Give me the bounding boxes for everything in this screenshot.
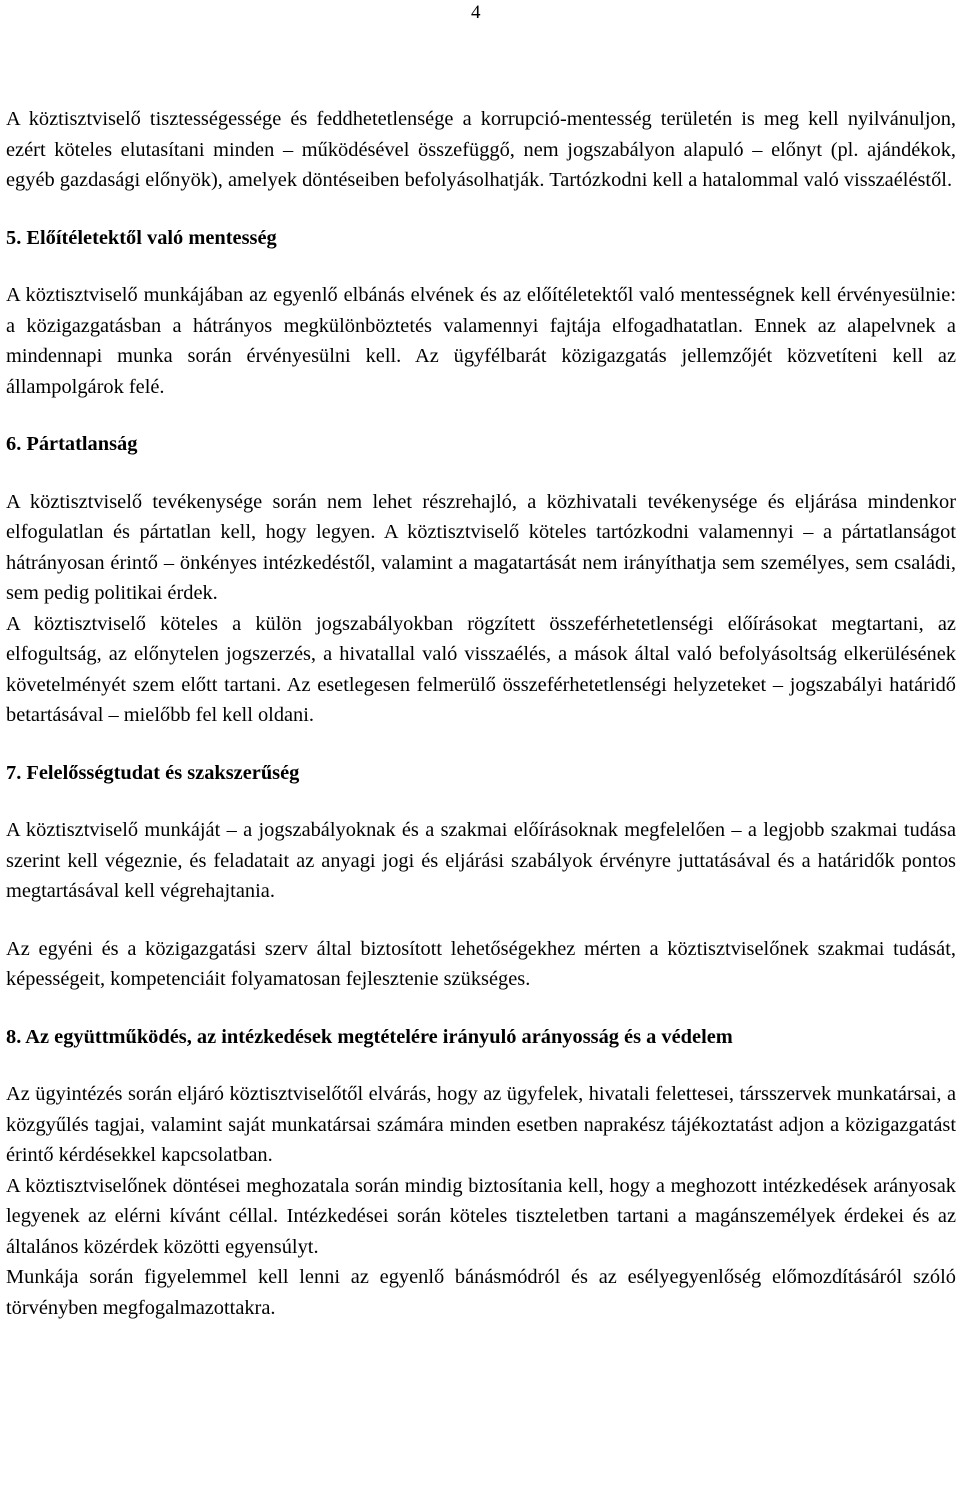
section-8-paragraph-3: Munkája során figyelemmel kell lenni az egyenlő bánásmódról és az esélyegyenlőség előmozdításáról szóló törvényben megfogalmazottakra. [6, 1266, 956, 1319]
section-7-paragraph-2: Az egyéni és a közigazgatási szerv által biztosított lehetőségekhez mérten a köztisztviselőnek szakmai tudását, képességeit, kompetenciáit folyamatosan fejlesztenie szükséges. [6, 937, 956, 990]
section-7-paragraph-1: A köztisztviselő munkáját – a jogszabályoknak és a szakmai előírásoknak megfelelően – a legjobb szakmai tudása szerint kell végeznie, és feladatait az anyagi jogi és eljárási szabályok érvényre juttatásával és a határidők pontos megtartásával kell végrehajtania. [6, 819, 956, 902]
section-6-paragraph-1: A köztisztviselő tevékenysége során nem lehet részrehajló, a közhivatali tevékenysége és eljárása mindenkor elfogulatlan és pártatlan kell, hogy legyen. A köztisztviselő köteles tartózkodni valamennyi – a pártatlanságot hátrányosan érintő – önkényes intézkedéstől, valamint a magatartását nem irányíthatja sem személyes, sem családi, sem pedig politikai érdek. [6, 490, 956, 604]
section-6-heading: 6. Pártatlanság [6, 433, 138, 455]
section-8-paragraph-1: Az ügyintézés során eljáró köztisztviselőtől elvárás, hogy az ügyfelek, hivatali felettesei, társszervek munkatársai, a közgyűlés tagjai, valamint saját munkatársai számára minden esetben naprakész tájékoztatást adjon a közigazgatást érintő kérdésekkel kapcsolatban. [6, 1083, 956, 1166]
section-5-heading: 5. Előítéletektől való mentesség [6, 226, 277, 249]
section-8-paragraph-2: A köztisztviselőnek döntései meghozatala során mindig biztosítania kell, hogy a meghozott intézkedések arányosak legyenek az elérni kívánt céllal. Intézkedései során köteles tiszteletben tartani a magánszemélyek érdekei és az általános közérdek közötti egyensúlyt. [6, 1174, 956, 1258]
section-8-heading: 8. Az együttműködés, az intézkedések megtételére irányuló arányosság és a védelem [6, 1025, 733, 1048]
page-number: 4 [471, 2, 481, 23]
section-7-heading: 7. Felelősségtudat és szakszerűség [6, 761, 300, 784]
section-5-paragraph-1: A köztisztviselő munkájában az egyenlő elbánás elvének és az előítéletektől való mentességnek kell érvényesülnie: a közigazgatásban a hátrányos megkülönböztetés valamennyi fajtája elfogadhatatlan. Ennek az alapelvnek a mindennapi munka során érvényesülni kell. Az ügyfélbarát közigazgatás jellemzőjét közvetíteni kell az állampolgárok felé. [6, 284, 956, 398]
section-6-paragraph-2: A köztisztviselő köteles a külön jogszabályokban rögzített összeférhetetlenségi előírásokat megtartani, az elfogultság, az előnytelen jogszerzés, a hivatallal való visszaélés, a mások által való befolyásoltság elkerülésének követelményét szem előtt tartani. Az esetlegesen felmerülő összeférhetetlenségi helyzeteket – jogszabályi határidő betartásával – mielőbb fel kell oldani. [6, 612, 956, 726]
document-body [6, 104, 956, 1323]
intro-paragraph: A köztisztviselő tisztességessége és feddhetetlensége a korrupció-mentesség területén is meg kell nyilvánuljon, ezért köteles elutasítani minden – működésével összefüggő, nem jogszabályon alapuló – előnyt (pl. ajándékok, egyéb gazdasági előnyök), amelyek döntéseiben befolyásolhatják. Tartózkodni kell a hatalommal való visszaéléstől. [6, 108, 956, 191]
